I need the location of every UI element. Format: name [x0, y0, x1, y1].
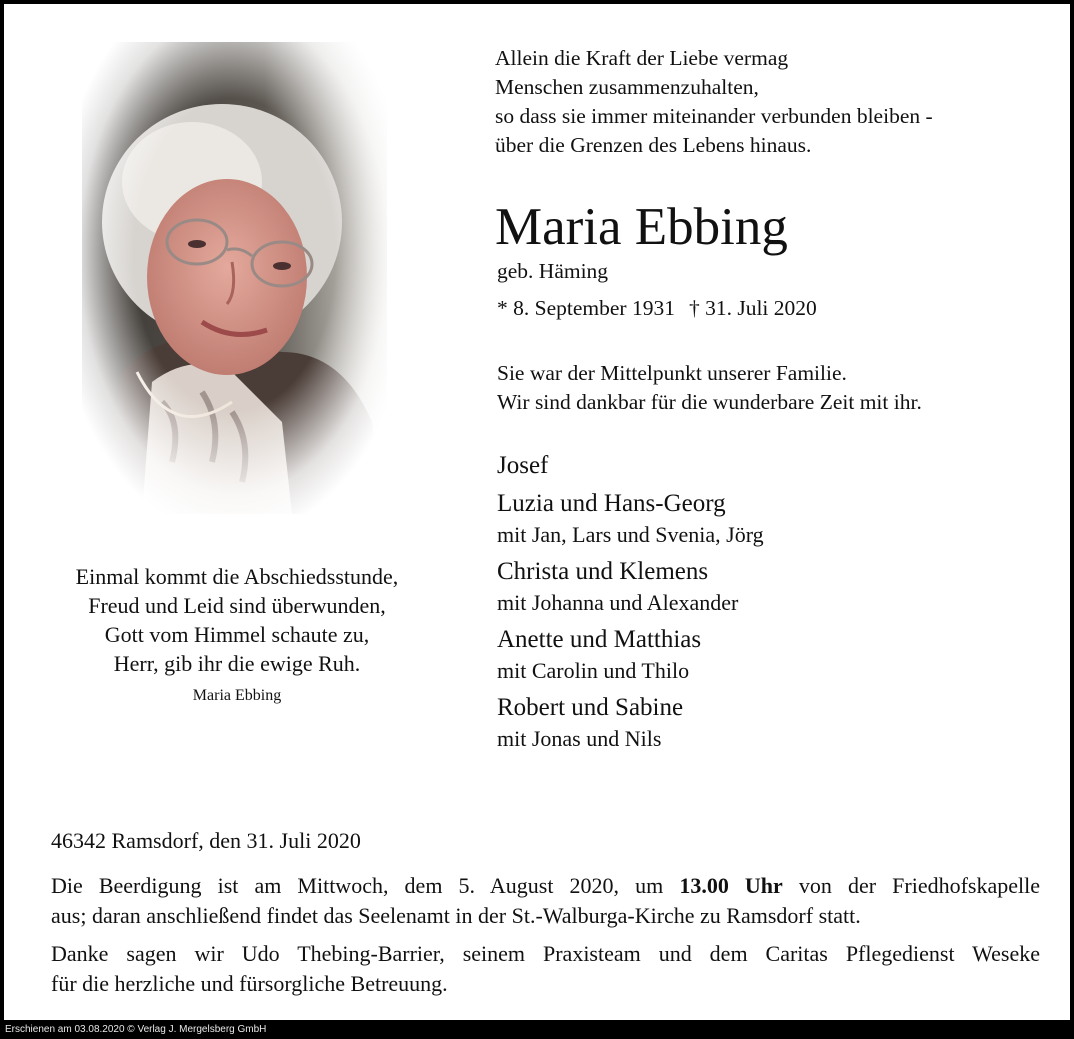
birth-name: geb. Häming: [497, 259, 609, 283]
quote-line: Menschen zusammenzuhalten,: [495, 75, 759, 99]
death-date: † 31. Juli 2020: [688, 296, 817, 320]
poem-line: Einmal kommt die Abschiedsstunde,: [75, 564, 399, 589]
farewell-poem: [52, 562, 422, 707]
quote-line: Allein die Kraft der Liebe vermag: [495, 46, 789, 70]
publication-footer: Erschienen am 03.08.2020 © Verlag J. Mergelsberg GmbH: [5, 1024, 267, 1035]
birth-date: * 8. September 1931: [497, 296, 675, 320]
quote-line: so dass sie immer miteinander verbunden bleiben -: [495, 104, 933, 128]
mourner-group: [497, 556, 1057, 618]
poem-signature: Maria Ebbing: [192, 687, 282, 704]
poem-line: Herr, gib ihr die ewige Ruh.: [113, 651, 361, 676]
mourner-children: mit Johanna und Alexander: [497, 590, 739, 615]
mourner-name: Luzia und Hans-Georg: [497, 490, 726, 517]
funeral-text-before: Die Beerdigung ist am Mittwoch, dem 5. August 2020, um: [51, 873, 680, 898]
mourner-children: mit Jonas und Nils: [497, 726, 662, 751]
funeral-line: [51, 871, 1040, 901]
thanks-line: Danke sagen wir Udo Thebing-Barrier, seinem Praxisteam und dem Caritas Pflegedienst Weseke: [51, 941, 1040, 966]
mourners-list: [497, 450, 1057, 760]
portrait-photo: [82, 42, 387, 514]
thanks-notice: [51, 939, 1040, 999]
mourner-group: [497, 450, 1057, 482]
family-statement: [497, 359, 1057, 417]
funeral-time: 13.00 Uhr: [679, 873, 783, 898]
mourner-name: Robert und Sabine: [497, 694, 684, 721]
opening-quote: [495, 44, 1055, 160]
mourner-group: [497, 692, 1057, 754]
mourner-name: Anette und Matthias: [497, 626, 702, 653]
obituary-card: [4, 4, 1070, 1020]
funeral-notice: [51, 871, 1040, 931]
place-and-date: 46342 Ramsdorf, den 31. Juli 2020: [51, 828, 361, 853]
mourner-name: Christa und Klemens: [497, 558, 709, 585]
mourner-group: [497, 624, 1057, 686]
life-dates: [497, 294, 817, 322]
thanks-line: für die herzliche und fürsorgliche Betreuung.: [51, 971, 448, 996]
funeral-text-after: von der Friedhofskapelle: [782, 873, 1041, 898]
mourner-children: mit Carolin und Thilo: [497, 658, 690, 683]
statement-line: Sie war der Mittelpunkt unserer Familie.: [497, 361, 847, 385]
poem-line: Gott vom Himmel schaute zu,: [104, 622, 370, 647]
statement-line: Wir sind dankbar für die wunderbare Zeit mit ihr.: [497, 390, 922, 414]
deceased-name: Maria Ebbing: [495, 198, 788, 256]
mourner-children: mit Jan, Lars und Svenia, Jörg: [497, 522, 764, 547]
funeral-line: aus; daran anschließend findet das Seelenamt in der St.-Walburga-Kirche zu Ramsdorf statt.: [51, 903, 861, 928]
mourner-group: [497, 488, 1057, 550]
quote-line: über die Grenzen des Lebens hinaus.: [495, 133, 812, 157]
mourner-name: Josef: [497, 452, 549, 479]
poem-line: Freud und Leid sind überwunden,: [88, 593, 386, 618]
